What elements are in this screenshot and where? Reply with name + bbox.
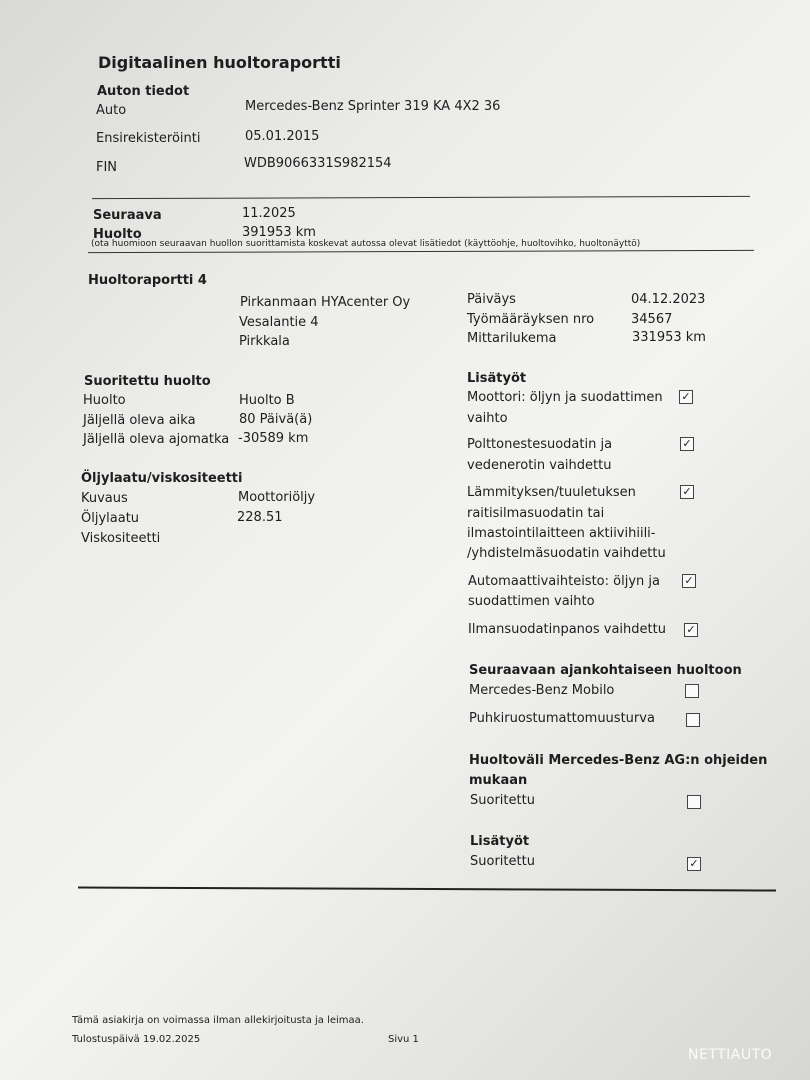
- oil-quality-value: 228.51: [237, 510, 283, 525]
- car-value: Mercedes-Benz Sprinter 319 KA 4X2 36: [245, 99, 501, 114]
- service-done-heading: Suoritettu huolto: [84, 374, 211, 389]
- extra-item-airfilter-checkbox[interactable]: ✓: [684, 623, 698, 637]
- report-heading: Huoltoraportti 4: [88, 273, 207, 288]
- next-service-label-2: Huolto: [93, 227, 142, 242]
- workshop-city: Pirkkala: [239, 334, 290, 349]
- extra-item-oil-checkbox[interactable]: ✓: [679, 390, 693, 404]
- fin-value: WDB9066331S982154: [244, 156, 392, 171]
- mobilo-label: Mercedes-Benz Mobilo: [469, 683, 615, 698]
- registration-label: Ensirekisteröinti: [96, 131, 201, 146]
- interval-done-label: Suoritettu: [470, 793, 535, 808]
- extra-item-cabin-line4: /yhdistelmäsuodatin vaihdettu: [467, 546, 666, 561]
- next-service-date: 11.2025: [242, 206, 296, 221]
- car-info-heading: Auton tiedot: [97, 84, 190, 99]
- report-title: Digitaalinen huoltoraportti: [98, 53, 341, 72]
- extra-item-oil-line1: Moottori: öljyn ja suodattimen: [467, 390, 663, 405]
- next-service-note: (ota huomioon seuraavan huollon suorittamista koskevat autossa olevat lisätiedot (käyttöohje, huoltovihko, huoltonäyttö): [91, 239, 641, 249]
- work-order-value: 34567: [631, 312, 673, 327]
- interval-heading-line2: mukaan: [469, 773, 528, 788]
- date-value: 04.12.2023: [631, 292, 706, 307]
- extra-item-transmission-line1: Automaattivaihteisto: öljyn ja: [468, 574, 660, 589]
- next-service-km: 391953 km: [242, 225, 316, 240]
- workshop-street: Vesalantie 4: [239, 315, 319, 330]
- bottom-divider: [78, 886, 776, 891]
- interval-heading-line1: Huoltoväli Mercedes-Benz AG:n ohjeiden: [469, 753, 768, 768]
- remaining-time-label: Jäljellä oleva aika: [83, 413, 196, 428]
- remaining-time-value: 80 Päivä(ä): [239, 412, 313, 427]
- extra-item-cabin-line2: raitisilmasuodatin tai: [467, 506, 605, 521]
- fin-label: FIN: [96, 160, 118, 175]
- next-current-service-heading: Seuraavaan ajankohtaiseen huoltoon: [469, 663, 742, 678]
- print-date: Tulostuspäivä 19.02.2025: [72, 1034, 201, 1045]
- odometer-label: Mittarilukema: [467, 331, 557, 346]
- workshop-name: Pirkanmaan HYAcenter Oy: [240, 295, 411, 310]
- oil-quality-label: Öljylaatu: [81, 511, 140, 526]
- rust-warranty-checkbox[interactable]: [686, 713, 700, 727]
- extra-item-fuel-line2: vedenerotin vaihdettu: [467, 458, 612, 473]
- extra-item-fuel-checkbox[interactable]: ✓: [680, 437, 694, 451]
- mobilo-checkbox[interactable]: [685, 684, 699, 698]
- extra-work2-done-label: Suoritettu: [470, 854, 535, 869]
- extra-work2-done-checkbox[interactable]: ✓: [687, 857, 701, 871]
- page-number: Sivu 1: [388, 1034, 419, 1045]
- nettiauto-watermark: NETTIAUTO: [688, 1047, 773, 1063]
- extra-work-heading: Lisätyöt: [467, 371, 527, 386]
- service-value: Huolto B: [239, 393, 295, 408]
- work-order-label: Työmääräyksen nro: [467, 312, 595, 327]
- oil-description-value: Moottoriöljy: [238, 490, 316, 505]
- rust-warranty-label: Puhkiruostumattomuusturva: [469, 711, 655, 726]
- oil-description-label: Kuvaus: [81, 491, 128, 506]
- next-service-label-1: Seuraava: [93, 208, 162, 223]
- divider: [88, 250, 754, 253]
- remaining-distance-label: Jäljellä oleva ajomatka: [83, 432, 230, 447]
- car-label: Auto: [96, 103, 127, 118]
- oil-heading: Öljylaatu/viskositeetti: [81, 471, 243, 486]
- remaining-distance-value: -30589 km: [238, 431, 309, 446]
- extra-item-cabin-line1: Lämmityksen/tuuletuksen: [467, 485, 636, 500]
- odometer-value: 331953 km: [632, 330, 706, 345]
- extra-item-oil-line2: vaihto: [467, 411, 508, 426]
- divider: [92, 196, 750, 199]
- extra-work2-heading: Lisätyöt: [470, 834, 530, 849]
- extra-item-cabin-line3: ilmastointilaitteen aktiivihiili-: [467, 526, 656, 541]
- interval-done-checkbox[interactable]: [687, 795, 701, 809]
- registration-value: 05.01.2015: [245, 129, 320, 144]
- extra-item-cabin-checkbox[interactable]: ✓: [680, 485, 694, 499]
- extra-item-airfilter-label: Ilmansuodatinpanos vaihdettu: [468, 622, 666, 637]
- validity-note: Tämä asiakirja on voimassa ilman allekirjoitusta ja leimaa.: [72, 1015, 364, 1026]
- extra-item-transmission-line2: suodattimen vaihto: [468, 594, 595, 609]
- extra-item-transmission-checkbox[interactable]: ✓: [682, 574, 696, 588]
- date-label: Päiväys: [467, 292, 516, 307]
- service-label: Huolto: [83, 393, 126, 408]
- extra-item-fuel-line1: Polttonestesuodatin ja: [467, 437, 613, 452]
- viscosity-label: Viskositeetti: [81, 531, 161, 546]
